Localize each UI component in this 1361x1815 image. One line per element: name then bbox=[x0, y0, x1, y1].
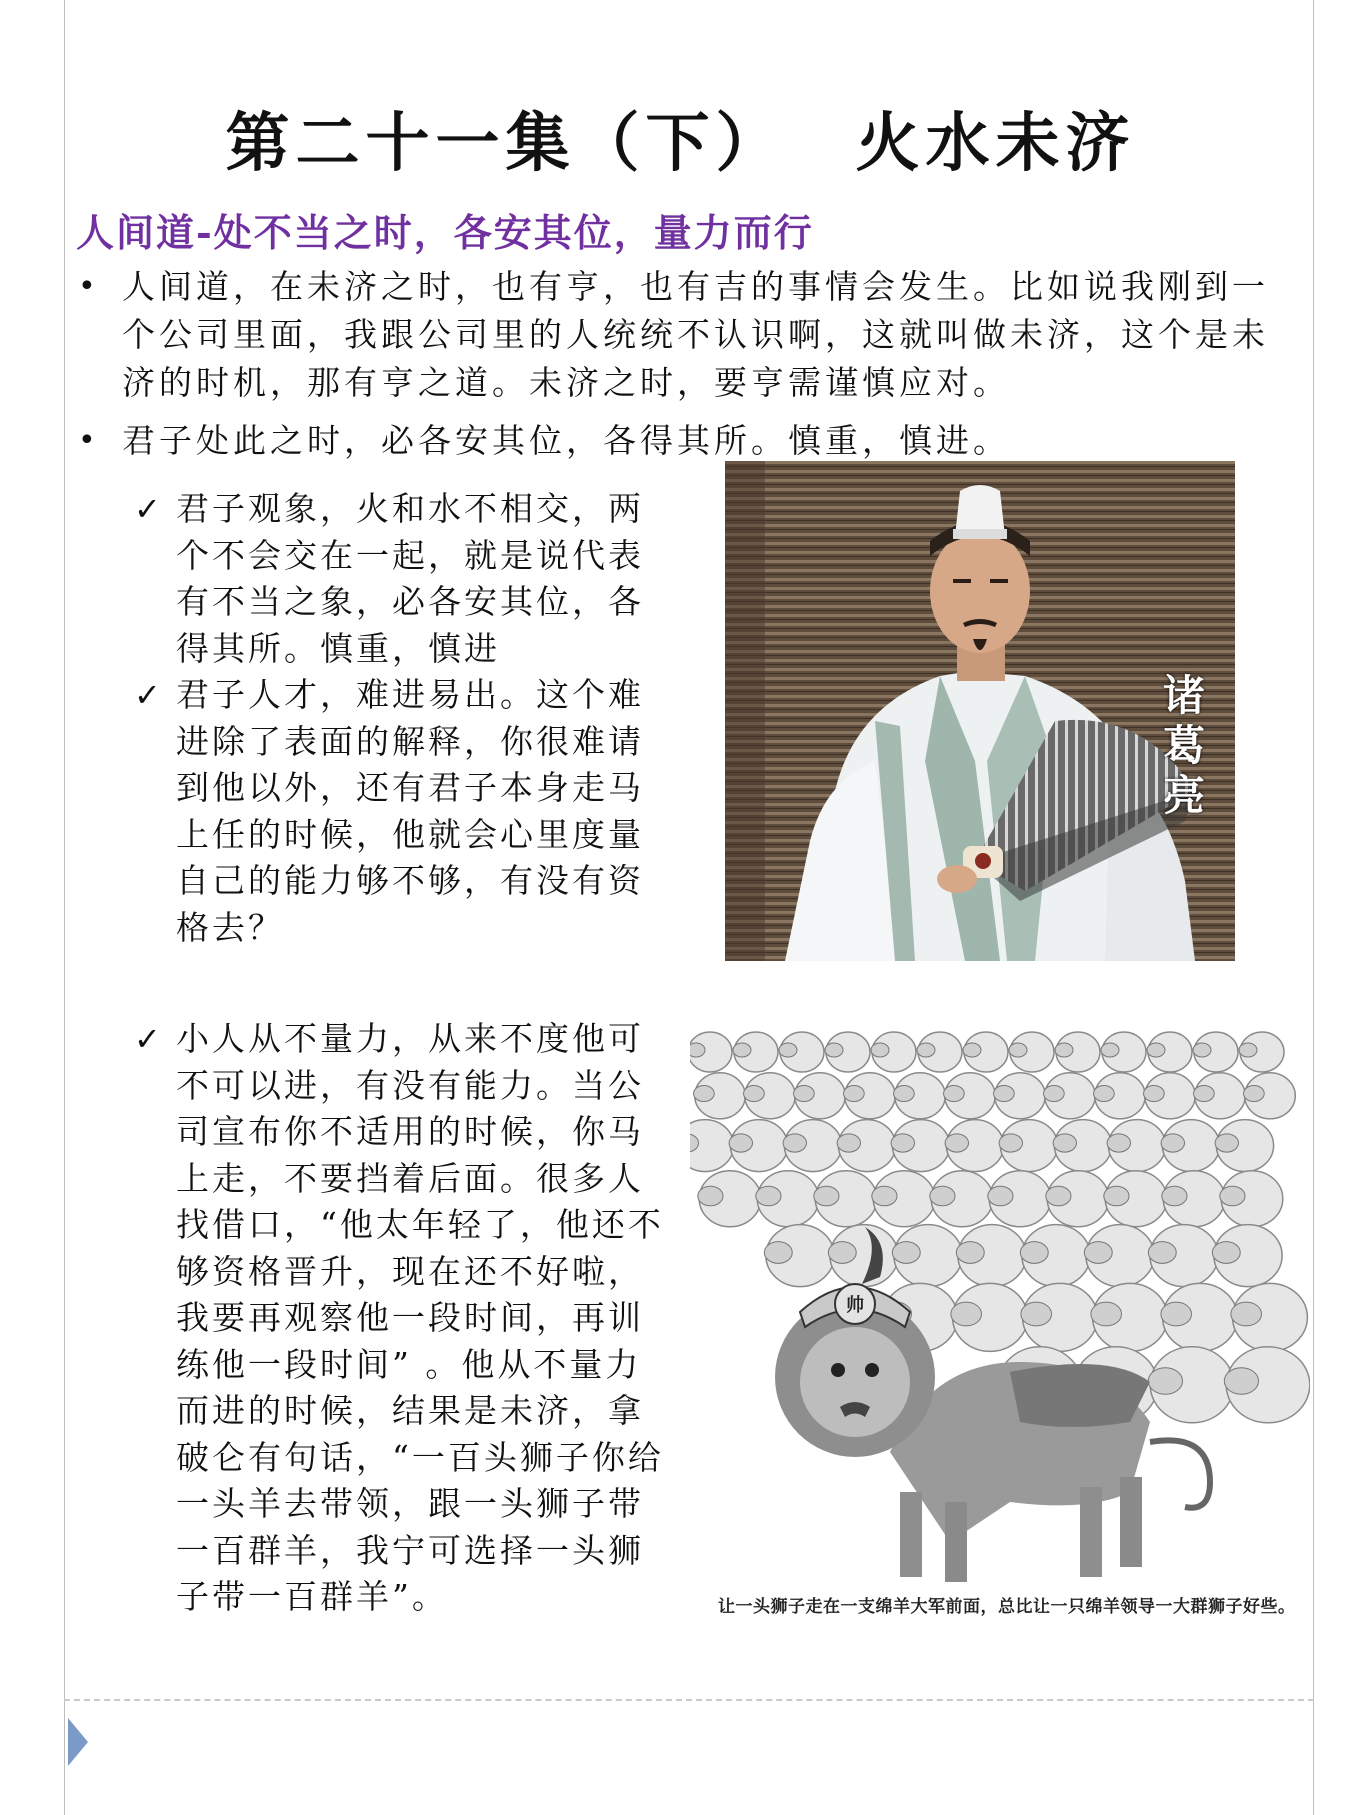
sheep-face bbox=[1215, 1134, 1238, 1152]
check-list-bottom bbox=[134, 1016, 664, 1621]
sheep-face bbox=[794, 1085, 815, 1101]
page-divider bbox=[64, 1699, 1314, 1701]
sheep-face bbox=[930, 1186, 955, 1206]
sheep-face bbox=[892, 1242, 920, 1264]
sheep-face bbox=[828, 1242, 856, 1264]
sheep-face bbox=[1144, 1085, 1165, 1101]
sheep-face bbox=[779, 1043, 797, 1057]
page-title bbox=[0, 92, 1361, 184]
sheep-face bbox=[951, 1302, 982, 1326]
sheep-face bbox=[944, 1085, 965, 1101]
sheep-face bbox=[814, 1186, 839, 1206]
sheep-face bbox=[1147, 1043, 1165, 1057]
section-subtitle: 人间道-处不当之时，各安其位，量力而行 bbox=[76, 210, 814, 255]
sheep-face bbox=[1094, 1085, 1115, 1101]
check-text: 小人从不量力，从来不度他可不可以进，有没有能力。当公司宣布你不适用的时候，你马上走，不要挡着后面。很多人找借口，“他太年轻了，他还不够资格晋升，现在还不好啦，我要再观察他一段时间，再训练他一段时间” 。他从不量力而进的时候，结果是未济，拿破仑有句话，“一百头狮子你给一头羊去带领，跟一头狮子带一百群羊，我宁可选择一头狮子带一百群羊”。 bbox=[176, 1019, 664, 1616]
sheep-face bbox=[729, 1134, 752, 1152]
sheep-face bbox=[1161, 1134, 1184, 1152]
sheep-face bbox=[1009, 1043, 1027, 1057]
sheep-face bbox=[1055, 1043, 1073, 1057]
check-item bbox=[134, 672, 664, 951]
title-main: 第二十一集（下） bbox=[225, 106, 786, 181]
sheep-face bbox=[1162, 1186, 1187, 1206]
sheep-face bbox=[1091, 1302, 1122, 1326]
sheep-face bbox=[894, 1085, 915, 1101]
checkmark-icon: ✓ bbox=[134, 676, 164, 714]
lion-leading-sheep-cartoon bbox=[690, 1022, 1310, 1632]
sheep-face bbox=[1161, 1302, 1192, 1326]
helmet-text: 帅 bbox=[846, 1295, 864, 1316]
sheep-face bbox=[733, 1043, 751, 1057]
sheep-face bbox=[1239, 1043, 1257, 1057]
sheep-face bbox=[917, 1043, 935, 1057]
sheep-face bbox=[994, 1085, 1015, 1101]
sheep-face bbox=[963, 1043, 981, 1057]
bullet-list bbox=[74, 263, 1304, 475]
bullet-text: 君子处此之时，必各安其位，各得其所。慎重，慎进。 bbox=[122, 421, 1010, 460]
sheep-face bbox=[1148, 1242, 1176, 1264]
sheep-face bbox=[1101, 1043, 1119, 1057]
title-hexagram: 火水未济 bbox=[855, 106, 1136, 181]
sheep-face bbox=[956, 1242, 984, 1264]
bullet-dot-icon: • bbox=[78, 269, 100, 304]
triangle-right-icon[interactable] bbox=[68, 1718, 88, 1766]
sheep-face bbox=[744, 1085, 765, 1101]
sheep-face bbox=[825, 1043, 843, 1057]
sheep-face bbox=[1053, 1134, 1076, 1152]
sheep-face bbox=[844, 1085, 865, 1101]
sheep-face bbox=[698, 1186, 723, 1206]
sheep-face bbox=[1084, 1242, 1112, 1264]
photo-name-caption: 诸葛亮 bbox=[1163, 671, 1206, 820]
check-text: 君子人才，难进易出。这个难进除了表面的解释，你很难请到他以外，还有君子本身走马上任的时候，他就会心里度量自己的能力够不够，有没有资格去？ bbox=[176, 675, 644, 947]
sheep-face bbox=[945, 1134, 968, 1152]
sheep-face bbox=[871, 1043, 889, 1057]
check-list-top bbox=[134, 486, 664, 951]
zhuge-liang-photo bbox=[725, 461, 1235, 961]
sheep-face bbox=[764, 1242, 792, 1264]
sheep-face bbox=[1046, 1186, 1071, 1206]
sheep-face bbox=[999, 1134, 1022, 1152]
sheep-face bbox=[694, 1085, 715, 1101]
cartoon-illustration bbox=[690, 1022, 1310, 1632]
sheep-face bbox=[1148, 1368, 1182, 1395]
sheep-face bbox=[783, 1134, 806, 1152]
sheep-face bbox=[872, 1186, 897, 1206]
cartoon-caption: 让一头狮子走在一支绵羊大军前面，总比让一只绵羊领导一大群狮子好些。 bbox=[718, 1597, 1296, 1617]
sheep-face bbox=[891, 1134, 914, 1152]
sheep-face bbox=[1220, 1186, 1245, 1206]
sheep-face bbox=[1231, 1302, 1262, 1326]
sheep-face bbox=[1244, 1085, 1265, 1101]
sheep-face bbox=[1021, 1302, 1052, 1326]
sheep-face bbox=[1107, 1134, 1130, 1152]
bullet-item bbox=[74, 263, 1304, 407]
sheep-face bbox=[1044, 1085, 1065, 1101]
check-item bbox=[134, 486, 664, 672]
sheep-face bbox=[837, 1134, 860, 1152]
bullet-item bbox=[74, 417, 1304, 465]
sheep-face bbox=[1194, 1085, 1215, 1101]
check-text: 君子观象，火和水不相交，两个不会交在一起，就是说代表有不当之象，必各安其位，各得其所。慎重，慎进 bbox=[176, 489, 644, 668]
sheep-face bbox=[756, 1186, 781, 1206]
bullet-dot-icon: • bbox=[78, 423, 100, 458]
sheep-face bbox=[1212, 1242, 1240, 1264]
sheep-face bbox=[690, 1043, 705, 1057]
sheep-face bbox=[988, 1186, 1013, 1206]
sheep-face bbox=[1224, 1368, 1258, 1395]
check-item bbox=[134, 1016, 664, 1621]
sheep-face bbox=[1020, 1242, 1048, 1264]
checkmark-icon: ✓ bbox=[134, 1020, 164, 1058]
sheep-face bbox=[1193, 1043, 1211, 1057]
bullet-text: 人间道，在未济之时，也有亨，也有吉的事情会发生。比如说我刚到一个公司里面，我跟公司里的人统统不认识啊，这就叫做未济，这个是未济的时机，那有亨之道。未济之时，要亨需谨慎应对。 bbox=[122, 267, 1269, 402]
checkmark-icon: ✓ bbox=[134, 490, 164, 528]
sheep-face bbox=[1104, 1186, 1129, 1206]
portrait-illustration bbox=[725, 461, 1235, 961]
